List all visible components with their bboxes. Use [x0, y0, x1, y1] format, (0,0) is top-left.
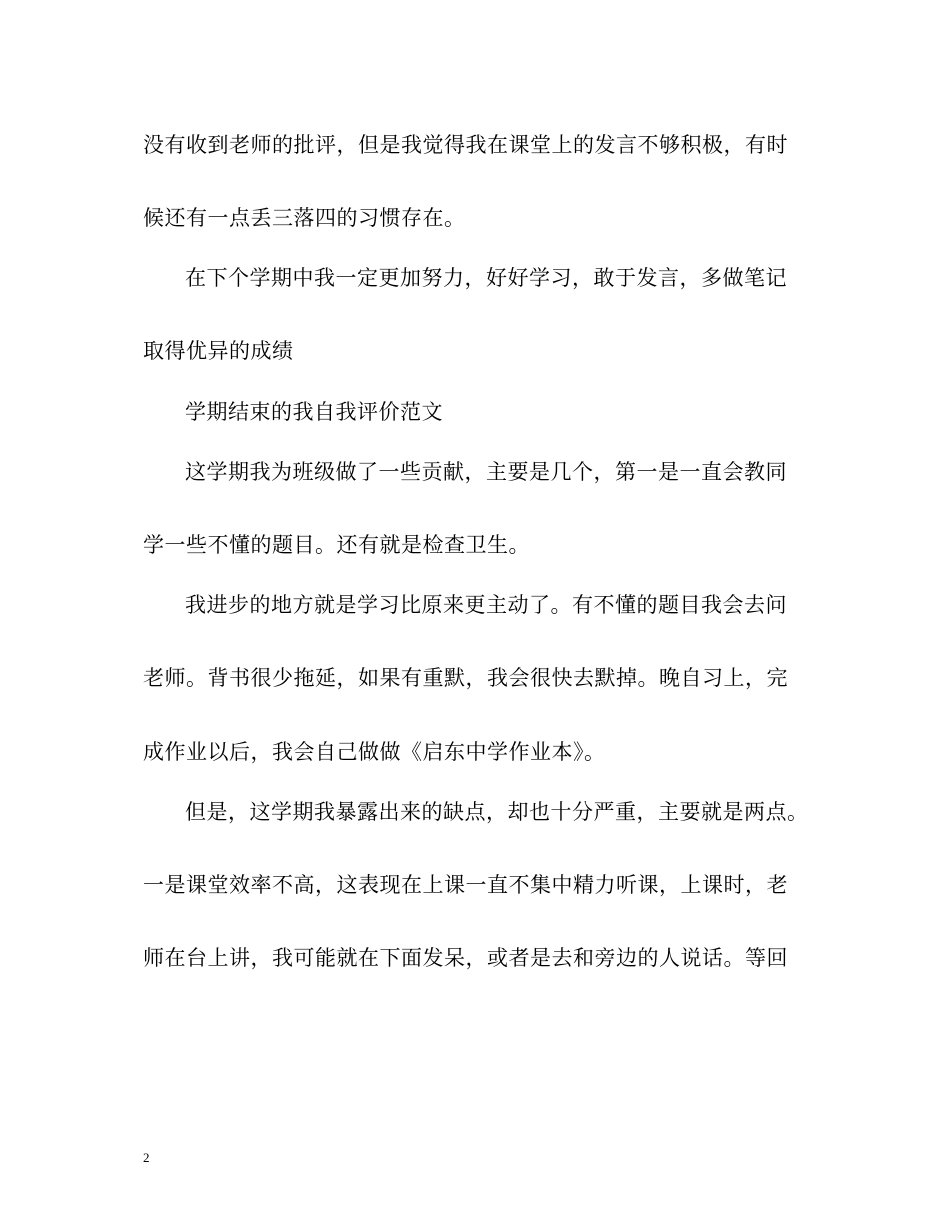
page-number: 2	[143, 1150, 150, 1165]
text-line-1: 没有收到老师的批评，但是我觉得我在课堂上的发言不够积极，有时	[143, 133, 788, 157]
text-line-4: 取得优异的成绩	[143, 339, 294, 363]
text-line-8: 我进步的地方就是学习比原来更主动了。有不懂的题目我会去问	[185, 593, 787, 617]
text-line-9: 老师。背书很少拖延，如果有重默，我会很快去默掉。晚自习上，完	[143, 666, 788, 690]
text-line-10: 成作业以后，我会自己做做《启东中学作业本》。	[143, 740, 606, 764]
text-line-7: 学一些不懂的题目。还有就是检查卫生。	[143, 533, 530, 557]
text-line-13: 师在台上讲，我可能就在下面发呆，或者是去和旁边的人说话。等回	[143, 946, 788, 970]
text-line-11: 但是，这学期我暴露出来的缺点，却也十分严重，主要就是两点。	[185, 800, 809, 824]
text-line-3: 在下个学期中我一定更加努力，好好学习，敢于发言，多做笔记	[185, 266, 787, 290]
section-heading: 学期结束的我自我评价范文	[185, 400, 443, 424]
text-line-12: 一是课堂效率不高，这表现在上课一直不集中精力听课，上课时，老	[143, 873, 788, 897]
text-line-2: 候还有一点丢三落四的习惯存在。	[143, 206, 466, 230]
text-line-6: 这学期我为班级做了一些贡献，主要是几个，第一是一直会教同	[185, 460, 787, 484]
